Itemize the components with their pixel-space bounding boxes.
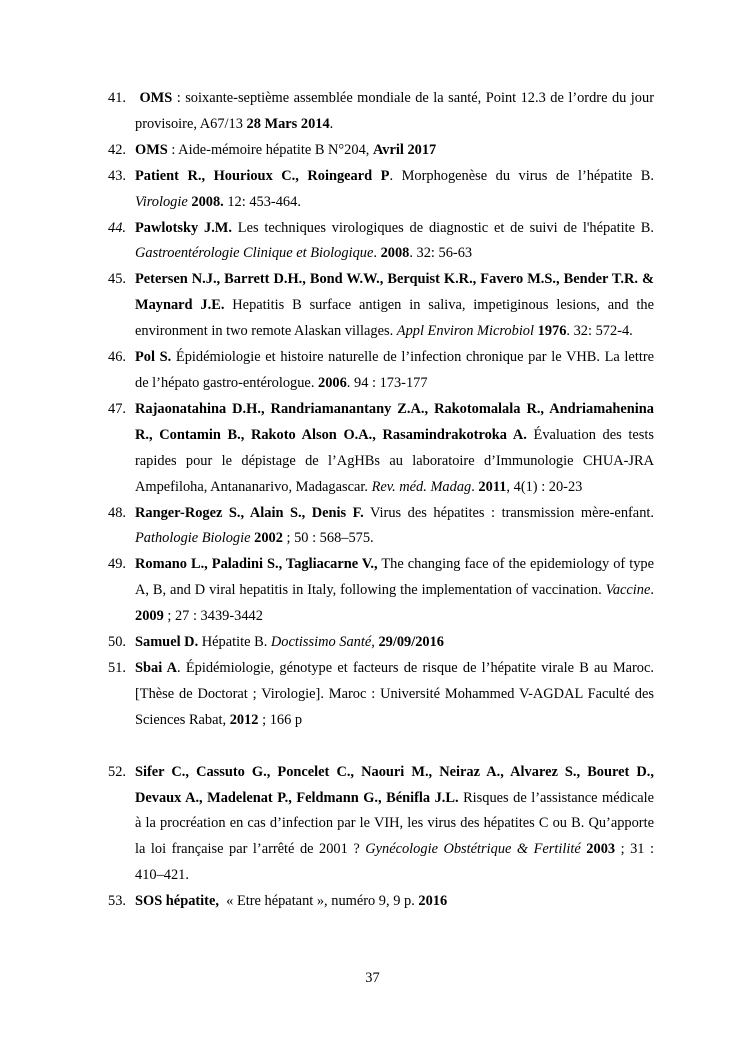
reference-authors-or-year: 28 Mars 2014 xyxy=(246,115,330,132)
reference-number: 44. xyxy=(108,219,126,236)
reference-journal: Appl Environ Microbiol xyxy=(396,323,535,340)
reference-text: Évaluation des tests rapides pour le dépistage de l’AgHBs au laboratoire d’Immunologie CHUA-JRA Ampefiloha, Antananarivo, Madagascar. xyxy=(135,426,658,495)
reference-authors-or-year: 2012 xyxy=(229,711,259,728)
reference-text: Hepatitis B surface antigen in saliva, impetiginous lesions, and the environment in two remote Alaskan villages. xyxy=(135,297,658,340)
reference-journal: Rev. méd. Madag xyxy=(371,478,472,495)
reference-authors-or-year: 2003 xyxy=(586,841,616,858)
reference-journal: Gynécologie Obstétrique & Fertilité xyxy=(365,841,581,858)
reference-journal: Doctissimo Santé xyxy=(270,634,372,651)
reference-authors-or-year: 2008 xyxy=(380,245,410,262)
reference-text: ; 166 p xyxy=(258,711,303,728)
reference-text: . xyxy=(650,582,658,599)
reference-text: Hépatite B. xyxy=(198,634,271,651)
reference-authors-or-year: Sbai A xyxy=(135,659,178,676)
reference-text: . xyxy=(373,245,381,262)
reference-item xyxy=(108,397,658,501)
reference-authors-or-year: 29/09/2016 xyxy=(378,634,444,651)
reference-authors-or-year: Ranger-Rogez S., Alain S., Denis F. xyxy=(135,504,364,521)
reference-journal: Vaccine xyxy=(605,582,651,599)
reference-number: 43. xyxy=(108,167,126,184)
reference-authors-or-year: Avril 2017 xyxy=(372,141,437,158)
reference-item xyxy=(108,760,658,890)
reference-text: . 94 : 173-177 xyxy=(346,374,428,391)
reference-authors-or-year: 2002 xyxy=(254,530,283,547)
reference-authors-or-year: Samuel D. xyxy=(135,634,199,651)
reference-number: 49. xyxy=(108,556,126,573)
reference-text: : soixante-septième assemblée mondiale de la santé, Point 12.3 de l’ordre du jour provisoire, A67/13 xyxy=(135,90,658,132)
reference-authors-or-year: 2006 xyxy=(318,374,347,391)
reference-number: 53. xyxy=(108,893,126,910)
reference-item xyxy=(108,552,658,630)
reference-item xyxy=(108,86,658,138)
reference-authors-or-year: Petersen N.J., Barrett D.H., Bond W.W., Berquist K.R., Favero M.S., Bender T.R. & Maynard J.E. xyxy=(135,271,658,314)
reference-item xyxy=(108,889,654,915)
reference-item xyxy=(108,216,658,268)
reference-authors-or-year: OMS xyxy=(135,141,168,158)
reference-text: . xyxy=(471,478,479,495)
reference-authors-or-year: Patient R., Hourioux C., Roingeard P xyxy=(135,167,390,184)
reference-item xyxy=(108,656,658,734)
reference-item xyxy=(108,267,658,345)
reference-text: Virus des hépatites : transmission mère-enfant. xyxy=(363,504,658,521)
reference-text: The changing face of the epidemiology of type A, B, and D viral hepatitis in Italy, following the implementation of vaccination. xyxy=(135,556,657,599)
reference-text: Épidémiologie et histoire naturelle de l’infection chronique par le VHB. La lettre de l’hépato gastro-entérologue. xyxy=(135,349,658,391)
reference-text: , 4(1) : 20-23 xyxy=(506,478,583,495)
reference-number: 42. xyxy=(108,141,126,158)
reference-authors-or-year: Sifer C., Cassuto G., Poncelet C., Naouri M., Neiraz A., Alvarez S., Bouret D., Devaux A., Madelenat P., Feldmann G., Bénifla J.L. xyxy=(135,763,658,806)
reference-authors-or-year: Rajaonatahina D.H., Randriamanantany Z.A., Rakotomalala R., Andriamahenina R., Contamin B., Rakoto Alson O.A., Rasamindrakotroka A. xyxy=(135,400,658,443)
reference-authors-or-year: SOS hépatite, xyxy=(135,893,219,910)
reference-item xyxy=(108,630,654,656)
reference-authors-or-year: Pawlotsky J.M. xyxy=(135,219,232,236)
page-number: 37 xyxy=(365,970,380,986)
reference-text: « Etre hépatant », numéro 9, 9 p. xyxy=(218,893,419,910)
reference-item xyxy=(108,138,654,164)
reference-text: 12: 453-464. xyxy=(223,193,301,210)
reference-text: . Épidémiologie, génotype et facteurs de risque de l’hépatite virale B au Maroc. [Thèse de Doctorat ; Virologie]. Maroc : Université Mohammed V-AGDAL Faculté des Sciences Rabat, xyxy=(135,659,658,728)
reference-number: 51. xyxy=(108,659,126,676)
reference-number: 45. xyxy=(108,271,126,288)
reference-authors-or-year: 2008. xyxy=(191,193,224,210)
reference-number: 50. xyxy=(108,634,126,651)
reference-authors-or-year: Pol S. xyxy=(135,349,172,366)
reference-text: ; 27 : 3439-3442 xyxy=(163,608,263,625)
reference-authors-or-year: 2009 xyxy=(135,608,164,625)
reference-text: : Aide-mémoire hépatite B N°204, xyxy=(167,141,373,158)
reference-text: . xyxy=(329,115,334,132)
reference-authors-or-year: 1976 xyxy=(537,323,567,340)
reference-number: 46. xyxy=(108,349,126,366)
reference-number: 47. xyxy=(108,400,126,417)
reference-item xyxy=(108,501,658,553)
reference-authors-or-year: 2011 xyxy=(478,478,507,495)
reference-number: 52. xyxy=(108,763,126,780)
reference-text: Risques de l’assistance médicale à la procréation en cas d’infection par le VIH, les virus des hépatites C ou B. Qu’apporte la loi française par l’arrêté de 2001 ? xyxy=(135,789,658,858)
reference-text: . 32: 572-4. xyxy=(566,323,633,340)
reference-number: 48. xyxy=(108,504,126,521)
reference-item xyxy=(108,164,658,216)
reference-text: , xyxy=(371,634,379,651)
reference-text: ; 50 : 568–575. xyxy=(282,530,374,547)
reference-authors-or-year: Romano L., Paladini S., Tagliacarne V., xyxy=(135,556,378,573)
reference-item xyxy=(108,345,658,397)
reference-authors-or-year: 2016 xyxy=(418,893,448,910)
reference-journal: Virologie xyxy=(135,193,188,210)
reference-journal: Pathologie Biologie xyxy=(135,530,251,547)
reference-text: . Morphogenèse du virus de l’hépatite B. xyxy=(389,167,658,184)
reference-authors-or-year: OMS xyxy=(135,90,173,106)
reference-list xyxy=(108,86,658,915)
reference-text: . 32: 56-63 xyxy=(409,245,473,262)
reference-text: Les techniques virologiques de diagnostic et de suivi de l'hépatite B. xyxy=(231,219,658,236)
reference-number: 41. xyxy=(108,90,126,106)
reference-text: ; 31 : 410–421. xyxy=(135,841,658,884)
reference-journal: Gastroentérologie Clinique et Biologique xyxy=(135,245,374,262)
